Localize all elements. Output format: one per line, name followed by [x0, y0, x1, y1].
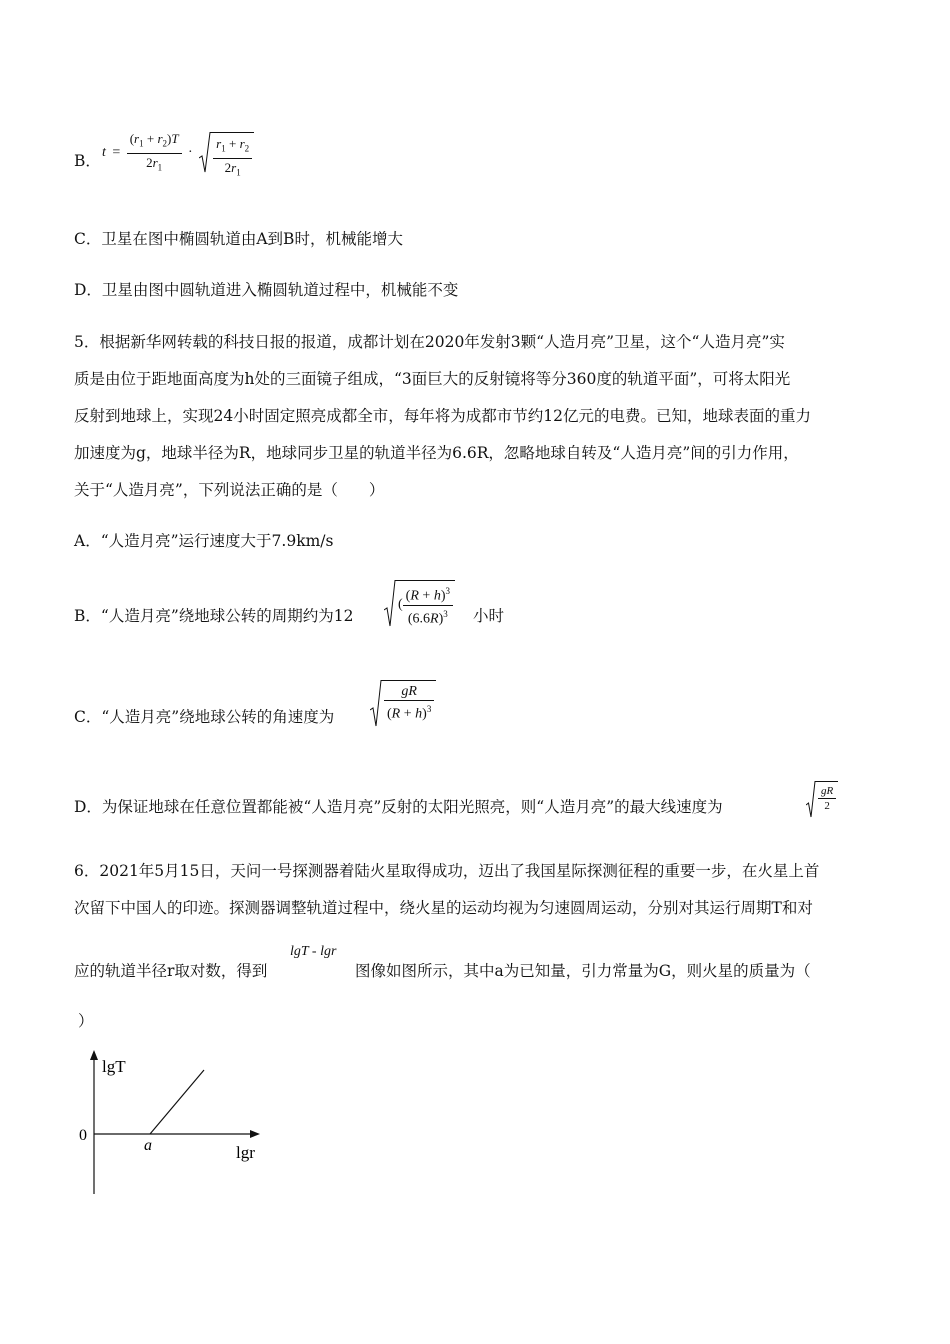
q6-stem-line-3 — [74, 960, 267, 982]
q5-option-c — [74, 706, 334, 728]
q5-option-a: A．“人造月亮”运行速度大于7.9km/s — [74, 532, 334, 550]
q5-option-c-formula: $\frac{gR}{(R + h)^3}$ — [370, 680, 436, 730]
q5-stem-line-3: 反射到地球上，实现24小时固定照亮成都全市，每年将为成都市节约12亿元的电费。已知，地球表面的重力 — [74, 407, 811, 425]
q5-option-d — [74, 796, 723, 818]
q5-stem-line-2: 质是由位于距地面高度为h处的三面镜子组成，“3面巨大的反射镜将等分360度的轨道平面”，可将太阳光 — [74, 370, 791, 388]
q4-option-b — [74, 150, 101, 172]
y-axis-arrow — [90, 1050, 98, 1060]
intercept-label: a — [144, 1137, 152, 1154]
q5-option-b — [74, 605, 353, 627]
q6-stem-line-1: 6．2021年5月15日，天问一号探测器着陆火星取得成功，迈出了我国星际探测征程的重要一步，在火星上首 — [74, 862, 820, 880]
q5-option-b-prefix: B．“人造月亮”绕地球公转的周期约为12 — [74, 607, 354, 625]
q5-option-b-formula: ( $\frac{(R + h)^3}{(6.6R)^3}$ — [384, 580, 455, 630]
q6-graph — [70, 1048, 280, 1198]
q5-stem-line-5: 关于“人造月亮”，下列说法正确的是（ ） — [74, 481, 385, 499]
q5-option-d-formula: $\frac{gR}{2}$ — [806, 781, 838, 821]
q5-stem-line-1: 5．根据新华网转载的科技日报的报道，成都计划在2020年发射3颗“人造月亮”卫星，这个“人造月亮”实 — [74, 333, 785, 351]
x-axis-arrow — [250, 1130, 260, 1138]
q5-option-b-suffix: 小时 — [473, 607, 505, 625]
q4-option-c: C．卫星在图中椭圆轨道由A到B时，机械能增大 — [74, 230, 403, 248]
graph-line — [150, 1070, 204, 1134]
q5-option-d-prefix: D．为保证地球在任意位置都能被“人造月亮”反射的太阳光照亮，则“人造月亮”的最大线速度为 — [74, 798, 723, 816]
q6-stem-line-3-suffix: 图像如图所示，其中a为已知量，引力常量为G，则火星的质量为（ — [355, 962, 811, 980]
q6-stem-line-4: ） — [78, 1012, 94, 1030]
q4-option-b-formula: t = $\frac{(r_1 + r_2)T}{2r_1}$ · $\frac{r_1 + r_2}{2r_1}$ — [102, 130, 254, 176]
q6-stem-line-2: 次留下中国人的印迹。探测器调整轨道过程中，绕火星的运动均视为匀速圆周运动，分别对其运行周期T和对 — [74, 899, 813, 917]
q5-stem-line-4: 加速度为g，地球半径为R，地球同步卫星的轨道半径为6.6R，忽略地球自转及“人造月亮”间的引力作用， — [74, 444, 799, 462]
x-axis-label: lgr — [236, 1143, 255, 1162]
q5-option-c-prefix: C．“人造月亮”绕地球公转的角速度为 — [74, 708, 335, 726]
q6-inline-formula: lgT - lgr — [290, 944, 337, 959]
q6-stem-line-3-prefix: 应的轨道半径r取对数，得到 — [74, 962, 268, 980]
q4-option-b-label: B． — [74, 152, 101, 170]
q4-option-d: D．卫星由图中圆轨道进入椭圆轨道过程中，机械能不变 — [74, 281, 459, 299]
origin-label: 0 — [79, 1127, 87, 1144]
y-axis-label: lgT — [102, 1057, 126, 1076]
